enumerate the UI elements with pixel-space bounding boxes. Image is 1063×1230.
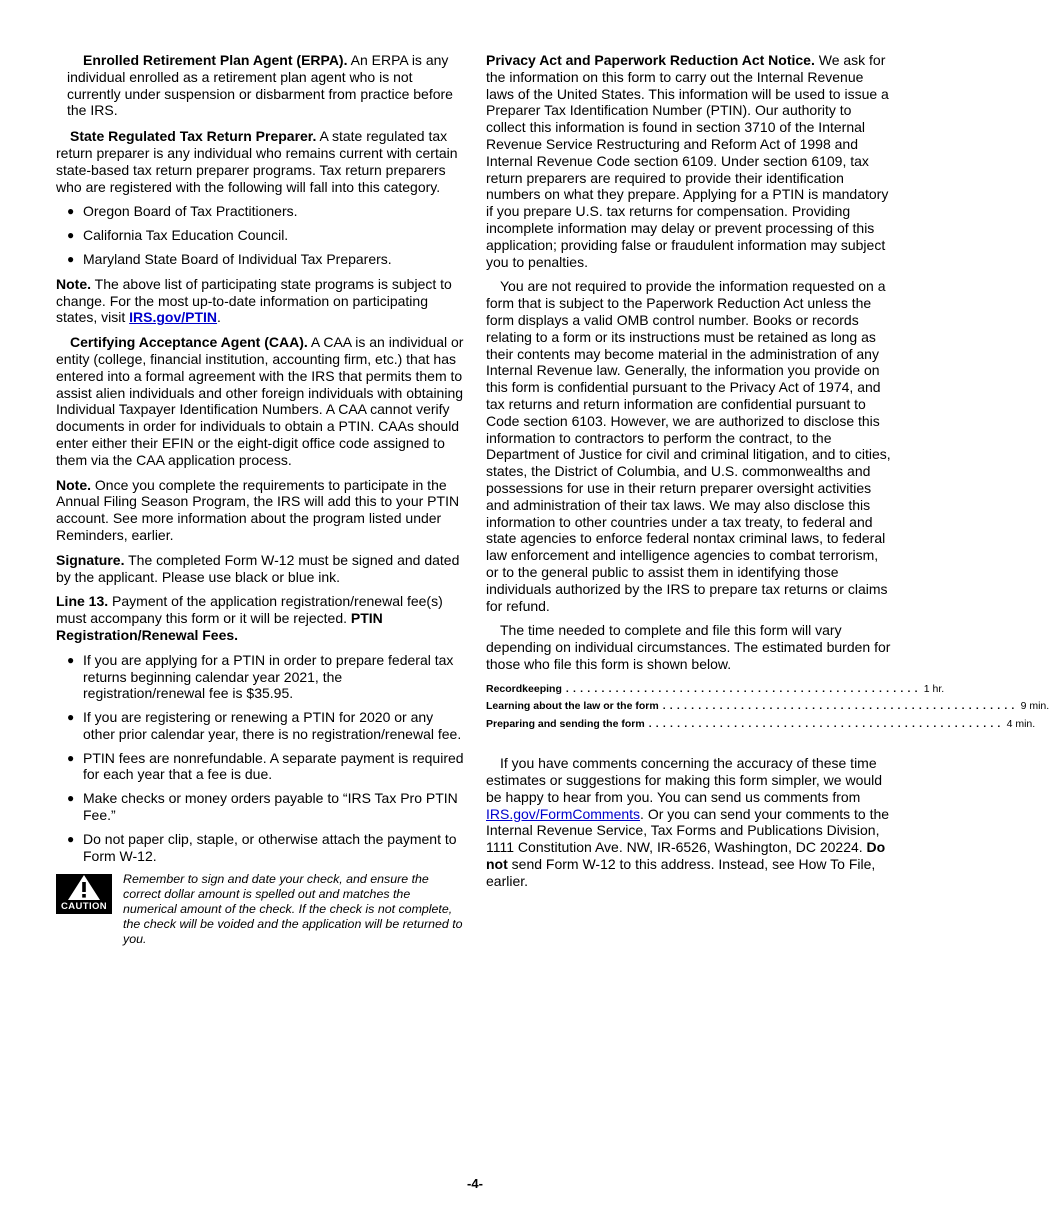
burden-label: Recordkeeping [486, 682, 562, 695]
bullet-icon: ● [67, 652, 75, 667]
burden-value: 9 min. [1020, 700, 1050, 713]
bullet-icon: ● [67, 204, 75, 219]
line13-paragraph [56, 593, 466, 643]
note-afsp [56, 477, 466, 544]
burden-row [486, 681, 945, 699]
signature-label: Signature. [56, 551, 125, 568]
burden-label: Learning about the law or the form [486, 700, 659, 713]
line13-text: Payment of the application registration/renewal fee(s) must accompany this form or it will be rejected. [56, 593, 443, 627]
list-item [56, 790, 466, 824]
burden-row [486, 716, 1036, 734]
caution-block [56, 872, 466, 947]
list-item-text: California Tax Education Council. [83, 227, 289, 244]
right-column [486, 52, 1050, 898]
list-item-text: Oregon Board of Tax Practitioners. [83, 203, 298, 220]
list-item [56, 251, 466, 268]
note-text: Once you complete the requirements to participate in the Annual Filing Season Program, the IRS will add this to your PTIN account. See more information about the program listed under Reminders, earlier. [56, 476, 460, 543]
burden-label: Preparing and sending the form [486, 717, 645, 730]
note-state-programs [56, 276, 466, 326]
left-column [56, 52, 466, 947]
bullet-icon: ● [67, 831, 75, 846]
comments-text: send Form W-12 to this address. Instead, see How To File, earlier. [486, 855, 876, 889]
caa-text: A CAA is an individual or entity (college, financial institution, accounting firm, etc.) that has entered into a formal agreement with the IRS that permits them to assist alien individuals and other foreign individuals with obtaining Individual Taxpayer Identification Numbers. A CAA cannot verify documents in order for individuals to obtain a PTIN. CAAs should enter either their EFIN or the eight-digit office code assigned to them via the CAA application process. [56, 334, 464, 468]
bullet-icon: ● [67, 791, 75, 806]
bullet-icon: ● [67, 251, 75, 266]
note-label: Note. [56, 476, 91, 493]
time-burden-paragraph: The time needed to complete and file this form will vary depending on individual circumstances. The estimated burden for those who file this form is shown below. [486, 622, 891, 672]
state-preparer-title: State Regulated Tax Return Preparer. [70, 128, 317, 145]
list-item [56, 652, 466, 702]
caution-icon [67, 874, 101, 901]
bullet-icon: ● [67, 228, 75, 243]
caa-paragraph [56, 334, 466, 468]
comments-paragraph [486, 755, 894, 889]
burden-value: 1 hr. [923, 682, 945, 695]
list-item-text: Maryland State Board of Individual Tax Preparers. [83, 250, 392, 267]
comments-text: If you have comments concerning the accuracy of these time estimates or suggestions for making this form simpler, we would be happy to hear from you. You can send us comments from [486, 755, 883, 805]
list-item [56, 831, 466, 865]
state-preparer-text: A state regulated tax return preparer is any individual who remains current with certain state-based tax return preparer programs. Tax return preparers who are registered with the following will fall into this category. [56, 128, 458, 195]
bullet-icon: ● [67, 750, 75, 765]
note-label: Note. [56, 275, 91, 292]
bullet-icon: ● [67, 710, 75, 725]
list-item-text: PTIN fees are nonrefundable. A separate payment is required for each year that a fee is due. [83, 749, 464, 783]
privacy-act-paragraph [486, 52, 894, 270]
paperwork-paragraph: You are not required to provide the information requested on a form that is subject to the Paperwork Reduction Act unless the form displays a valid OMB control number. Books or records relating to a form or its instructions must be retained as long as their contents may become material in the administration of any Internal Revenue law. Generally, the information you provide on this form is confidential pursuant to the Privacy Act of 1974, and tax returns and return information are confidential pursuant to Code section 6103. However, we are authorized to disclose this information to contractors to perform the contract, to the Department of Justice for civil and criminal litigation, and to cities, states, the District of Columbia, and U.S. commonwealths and possessions for use in their return preparer oversight activities and administration of their tax laws. We may also disclose this information to other countries under a tax treaty, to federal and state agencies to enforce federal nontax criminal laws, to federal law enforcement and intelligence agencies to combat terrorism, or to the general public to assist them in identifying those individuals authorized by the IRS to prepare tax returns or claims for refund. [486, 278, 891, 614]
caa-title: Certifying Acceptance Agent (CAA). [70, 334, 308, 351]
list-item-text: If you are registering or renewing a PTIN for 2020 or any other prior calendar year, there is no registration/renewal fee. [83, 709, 462, 742]
dot-leader: .................................................. [565, 682, 922, 695]
burden-row [486, 698, 1050, 716]
line13-fees-heading: PTIN Registration/Renewal Fees. [56, 610, 383, 643]
erpa-text: An ERPA is any individual enrolled as a retirement plan agent who is not currently under suspension or disbarment from practice before the IRS. [67, 52, 453, 119]
caution-text: Remember to sign and date your check, and ensure the correct dollar amount is spelled out and matches the numerical amount of the check. If the check is not complete, the check will be voided and the application will be returned to you. [123, 872, 463, 947]
burden-table [486, 681, 1050, 734]
list-item [56, 750, 466, 784]
signature-paragraph [56, 552, 466, 586]
list-item-text: Make checks or money orders payable to “IRS Tax Pro PTIN Fee.” [83, 790, 458, 824]
dot-leader: .................................................. [648, 717, 1005, 730]
list-item [56, 203, 466, 220]
caution-label: CAUTION [60, 901, 108, 913]
state-preparer-paragraph [56, 128, 466, 195]
list-item-text: Do not paper clip, staple, or otherwise attach the payment to Form W-12. [83, 830, 457, 864]
form-comments-link[interactable]: IRS.gov/FormComments [486, 805, 641, 822]
caution-badge [56, 874, 112, 914]
burden-value: 4 min. [1006, 717, 1036, 730]
privacy-act-text: We ask for the information on this form to carry out the Internal Revenue laws of the United States. This information will be used to issue a Preparer Tax Identification Number (PTIN). Our authority to collect this information is found in section 3710 of the Internal Revenue Service Restructuring and Reform Act of 1998 and Internal Revenue Code section 6109. Under section 6109, tax return preparers are required to provide their identification numbers on what they prepare. Applying for a PTIN is mandatory if you prepare U.S. tax returns for compensation. Providing incomplete information may delay or prevent processing of this application; providing false or fraudulent information may subject you to penalties. [486, 52, 889, 270]
comments-text: . Or you can send your comments to the Internal Revenue Service, Tax Forms and Publications Division, 1111 Constitution Ave. NW, IR-6526, Washington, DC 20224. [486, 805, 890, 856]
list-item-text: If you are applying for a PTIN in order to prepare federal tax returns beginning calendar year 2021, the registration/renewal fee is $35.95. [83, 651, 454, 702]
state-programs-list [56, 203, 466, 267]
note-end: . [217, 309, 221, 326]
do-not-emphasis: Do not [486, 839, 886, 872]
page-number: -4- [467, 1176, 483, 1191]
irs-ptin-link[interactable]: IRS.gov/PTIN [129, 309, 218, 326]
fees-list [56, 652, 466, 865]
privacy-act-title: Privacy Act and Paperwork Reduction Act Notice. [486, 52, 815, 68]
list-item [56, 709, 466, 743]
dot-leader: .................................................. [662, 700, 1019, 713]
note-text: The above list of participating state programs is subject to change. For the most up-to-date information on participating states, visit [56, 275, 452, 326]
list-item [56, 227, 466, 244]
signature-text: The completed Form W-12 must be signed and dated by the applicant. Please use black or blue ink. [56, 551, 460, 585]
line13-label: Line 13. [56, 593, 109, 610]
erpa-paragraph [56, 52, 466, 119]
erpa-title: Enrolled Retirement Plan Agent (ERPA). [83, 52, 348, 68]
